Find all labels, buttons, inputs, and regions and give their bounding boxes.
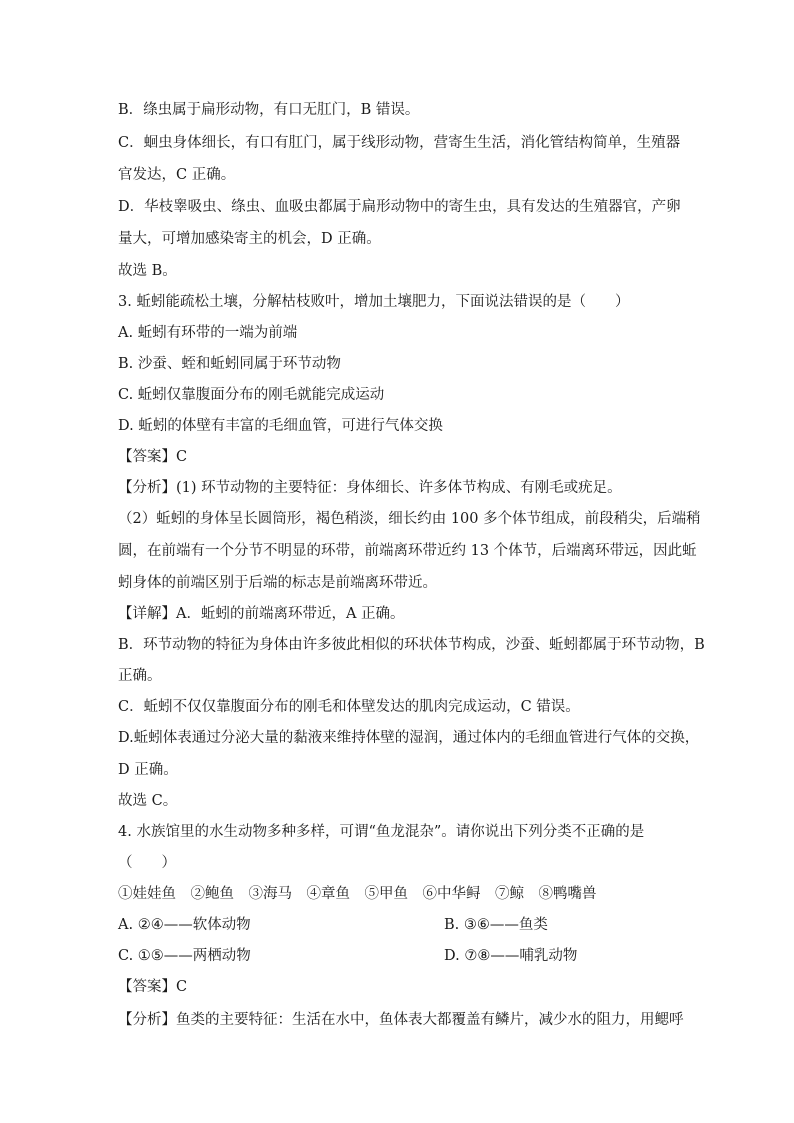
- text-line: 【分析】鱼类的主要特征：生活在水中，鱼体表大都覆盖有鳞片，减少水的阻力，用鳃呼: [118, 1012, 684, 1028]
- option-item: D. ⑦⑧——哺乳动物: [444, 948, 578, 964]
- text-line: D．华枝睾吸虫、绦虫、血吸虫都属于扁形动物中的寄生虫，具有发达的生殖器官，产卵: [118, 199, 681, 215]
- text-line: ①娃娃鱼 ②鲍鱼 ③海马 ④章鱼 ⑤甲鱼 ⑥中华鲟 ⑦鲸 ⑧鸭嘴兽: [118, 886, 597, 902]
- text-line: 故选 B。: [118, 263, 177, 279]
- text-line: D. 蚯蚓的体壁有丰富的毛细血管，可进行气体交换: [118, 418, 443, 434]
- text-line: A. ②④——软体动物: [118, 917, 251, 933]
- text-line: 【答案】C: [118, 979, 188, 995]
- text-line: B．环节动物的特征为身体由许多彼此相似的环状体节构成，沙蚕、蚯蚓都属于环节动物，B: [118, 637, 705, 653]
- text-line: C．蚯蚓不仅仅靠腹面分布的刚毛和体壁发达的肌肉完成运动，C 错误。: [118, 699, 580, 715]
- text-line: （ ）: [118, 855, 176, 871]
- text-line: D.蚯蚓体表通过分泌大量的黏液来维持体壁的湿润，通过体内的毛细血管进行气体的交换，: [118, 730, 700, 746]
- text-line: C. 蚯蚓仅靠腹面分布的刚毛就能完成运动: [118, 387, 385, 403]
- text-line: 正确。: [118, 668, 162, 684]
- text-line: 圆，在前端有一个分节不明显的环带，前端离环带近约 13 个体节，后端离环带远，因此蚯: [118, 543, 697, 559]
- text-line: 【答案】C: [118, 449, 188, 465]
- text-line: 官发达，C 正确。: [118, 167, 236, 183]
- text-line: 4. 水族馆里的水生动物多种多样，可谓“鱼龙混杂”。请你说出下列分类不正确的是: [118, 824, 645, 840]
- text-line: B．绦虫属于扁形动物，有口无肛门，B 错误。: [118, 102, 420, 118]
- text-line: 【分析】(1) 环节动物的主要特征：身体细长、许多体节构成、有刚毛或疣足。: [118, 480, 622, 496]
- text-line: 故选 C。: [118, 793, 178, 809]
- text-line: 量大，可增加感染寄主的机会，D 正确。: [118, 231, 381, 247]
- text-line: A. 蚯蚓有环带的一端为前端: [118, 325, 298, 341]
- text-line: 蚓身体的前端区别于后端的标志是前端离环带近。: [118, 575, 437, 591]
- text-line: （2）蚯蚓的身体呈长圆筒形，褐色稍淡，细长约由 100 多个体节组成，前段稍尖，后端稍: [118, 511, 701, 527]
- text-line: 3. 蚯蚓能疏松土壤，分解枯枝败叶，增加土壤肥力，下面说法错误的是（ ）: [118, 294, 630, 310]
- text-line: 【详解】A．蚯蚓的前端离环带近，A 正确。: [118, 606, 405, 622]
- text-line: D 正确。: [118, 762, 178, 778]
- option-item: B. ③⑥——鱼类: [444, 917, 548, 933]
- text-line: C. ①⑤——两栖动物: [118, 948, 251, 964]
- text-line: C．蛔虫身体细长，有口有肛门，属于线形动物，营寄生生活，消化管结构简单，生殖器: [118, 135, 681, 151]
- text-line: B. 沙蚕、蛭和蚯蚓同属于环节动物: [118, 356, 341, 372]
